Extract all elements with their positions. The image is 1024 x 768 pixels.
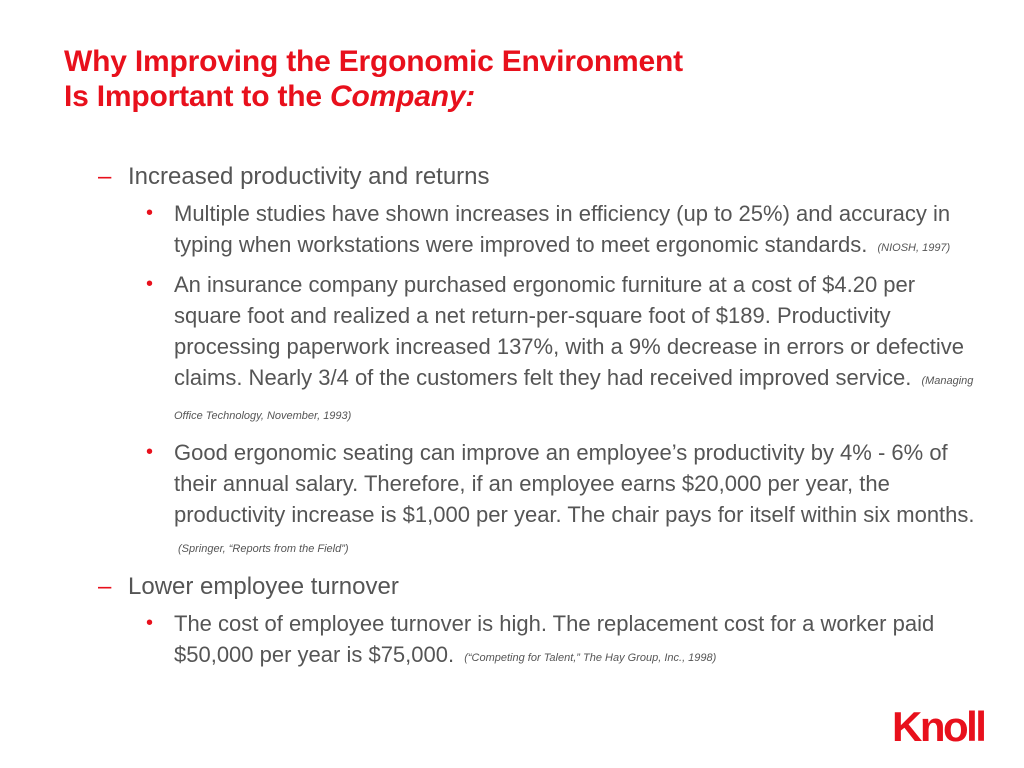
title-line-2-prefix: Is Important to the	[64, 80, 331, 113]
section-heading-productivity	[98, 160, 1024, 194]
bullet-marker: •	[146, 202, 154, 224]
section-heading-text: Increased productivity and returns	[128, 163, 490, 190]
section-heading-text: Lower employee turnover	[128, 573, 399, 600]
citation: (NIOSH, 1997)	[877, 242, 951, 254]
bullet-marker: •	[146, 441, 154, 463]
bullet-list-productivity	[146, 198, 976, 565]
bullet-text: An insurance company purchased ergonomic furniture at a cost of $4.20 per square foot and realized a net return-per-square foot of $189. Productivity processing paperwork increased 137%, with a 9% decrease in errors or defective claims. Nearly 3/4 of the customers felt they had received improved service.	[174, 272, 964, 390]
slide-content	[0, 160, 1024, 679]
bullet-list-turnover	[146, 608, 976, 674]
bullet-marker: •	[146, 612, 154, 634]
bullet-marker: •	[146, 273, 154, 295]
bullet-item-niosh	[146, 198, 976, 264]
bullet-item-turnover-cost	[146, 608, 976, 674]
citation: (“Competing for Talent,” The Hay Group, Inc., 1998)	[464, 652, 717, 664]
bullet-text: The cost of employee turnover is high. The replacement cost for a worker paid $50,000 per year is $75,000.	[174, 611, 935, 667]
citation: (Managing Office Technology, November, 1993)	[174, 375, 974, 422]
title-line-2	[64, 79, 964, 114]
dash-marker: –	[98, 163, 112, 190]
knoll-logo: Knoll	[892, 703, 985, 750]
title-line-1: Why Improving the Ergonomic Environment	[64, 45, 683, 78]
dash-marker: –	[98, 573, 112, 600]
slide-title	[64, 44, 964, 114]
section-heading-turnover	[98, 570, 1024, 604]
title-emphasis: Company:	[330, 80, 476, 113]
citation: (Springer, “Reports from the Field”)	[178, 543, 349, 555]
bullet-text: Good ergonomic seating can improve an employee’s productivity by 4% - 6% of their annual salary. Therefore, if an employee earns $20,000 per year, the productivity increase is $1,000 per year. The chair pays for itself within six months.	[174, 440, 975, 527]
bullet-item-seating	[146, 437, 976, 565]
bullet-text: Multiple studies have shown increases in efficiency (up to 25%) and accuracy in typing when workstations were improved to meet ergonomic standards.	[174, 201, 951, 257]
bullet-item-insurance	[146, 269, 976, 432]
